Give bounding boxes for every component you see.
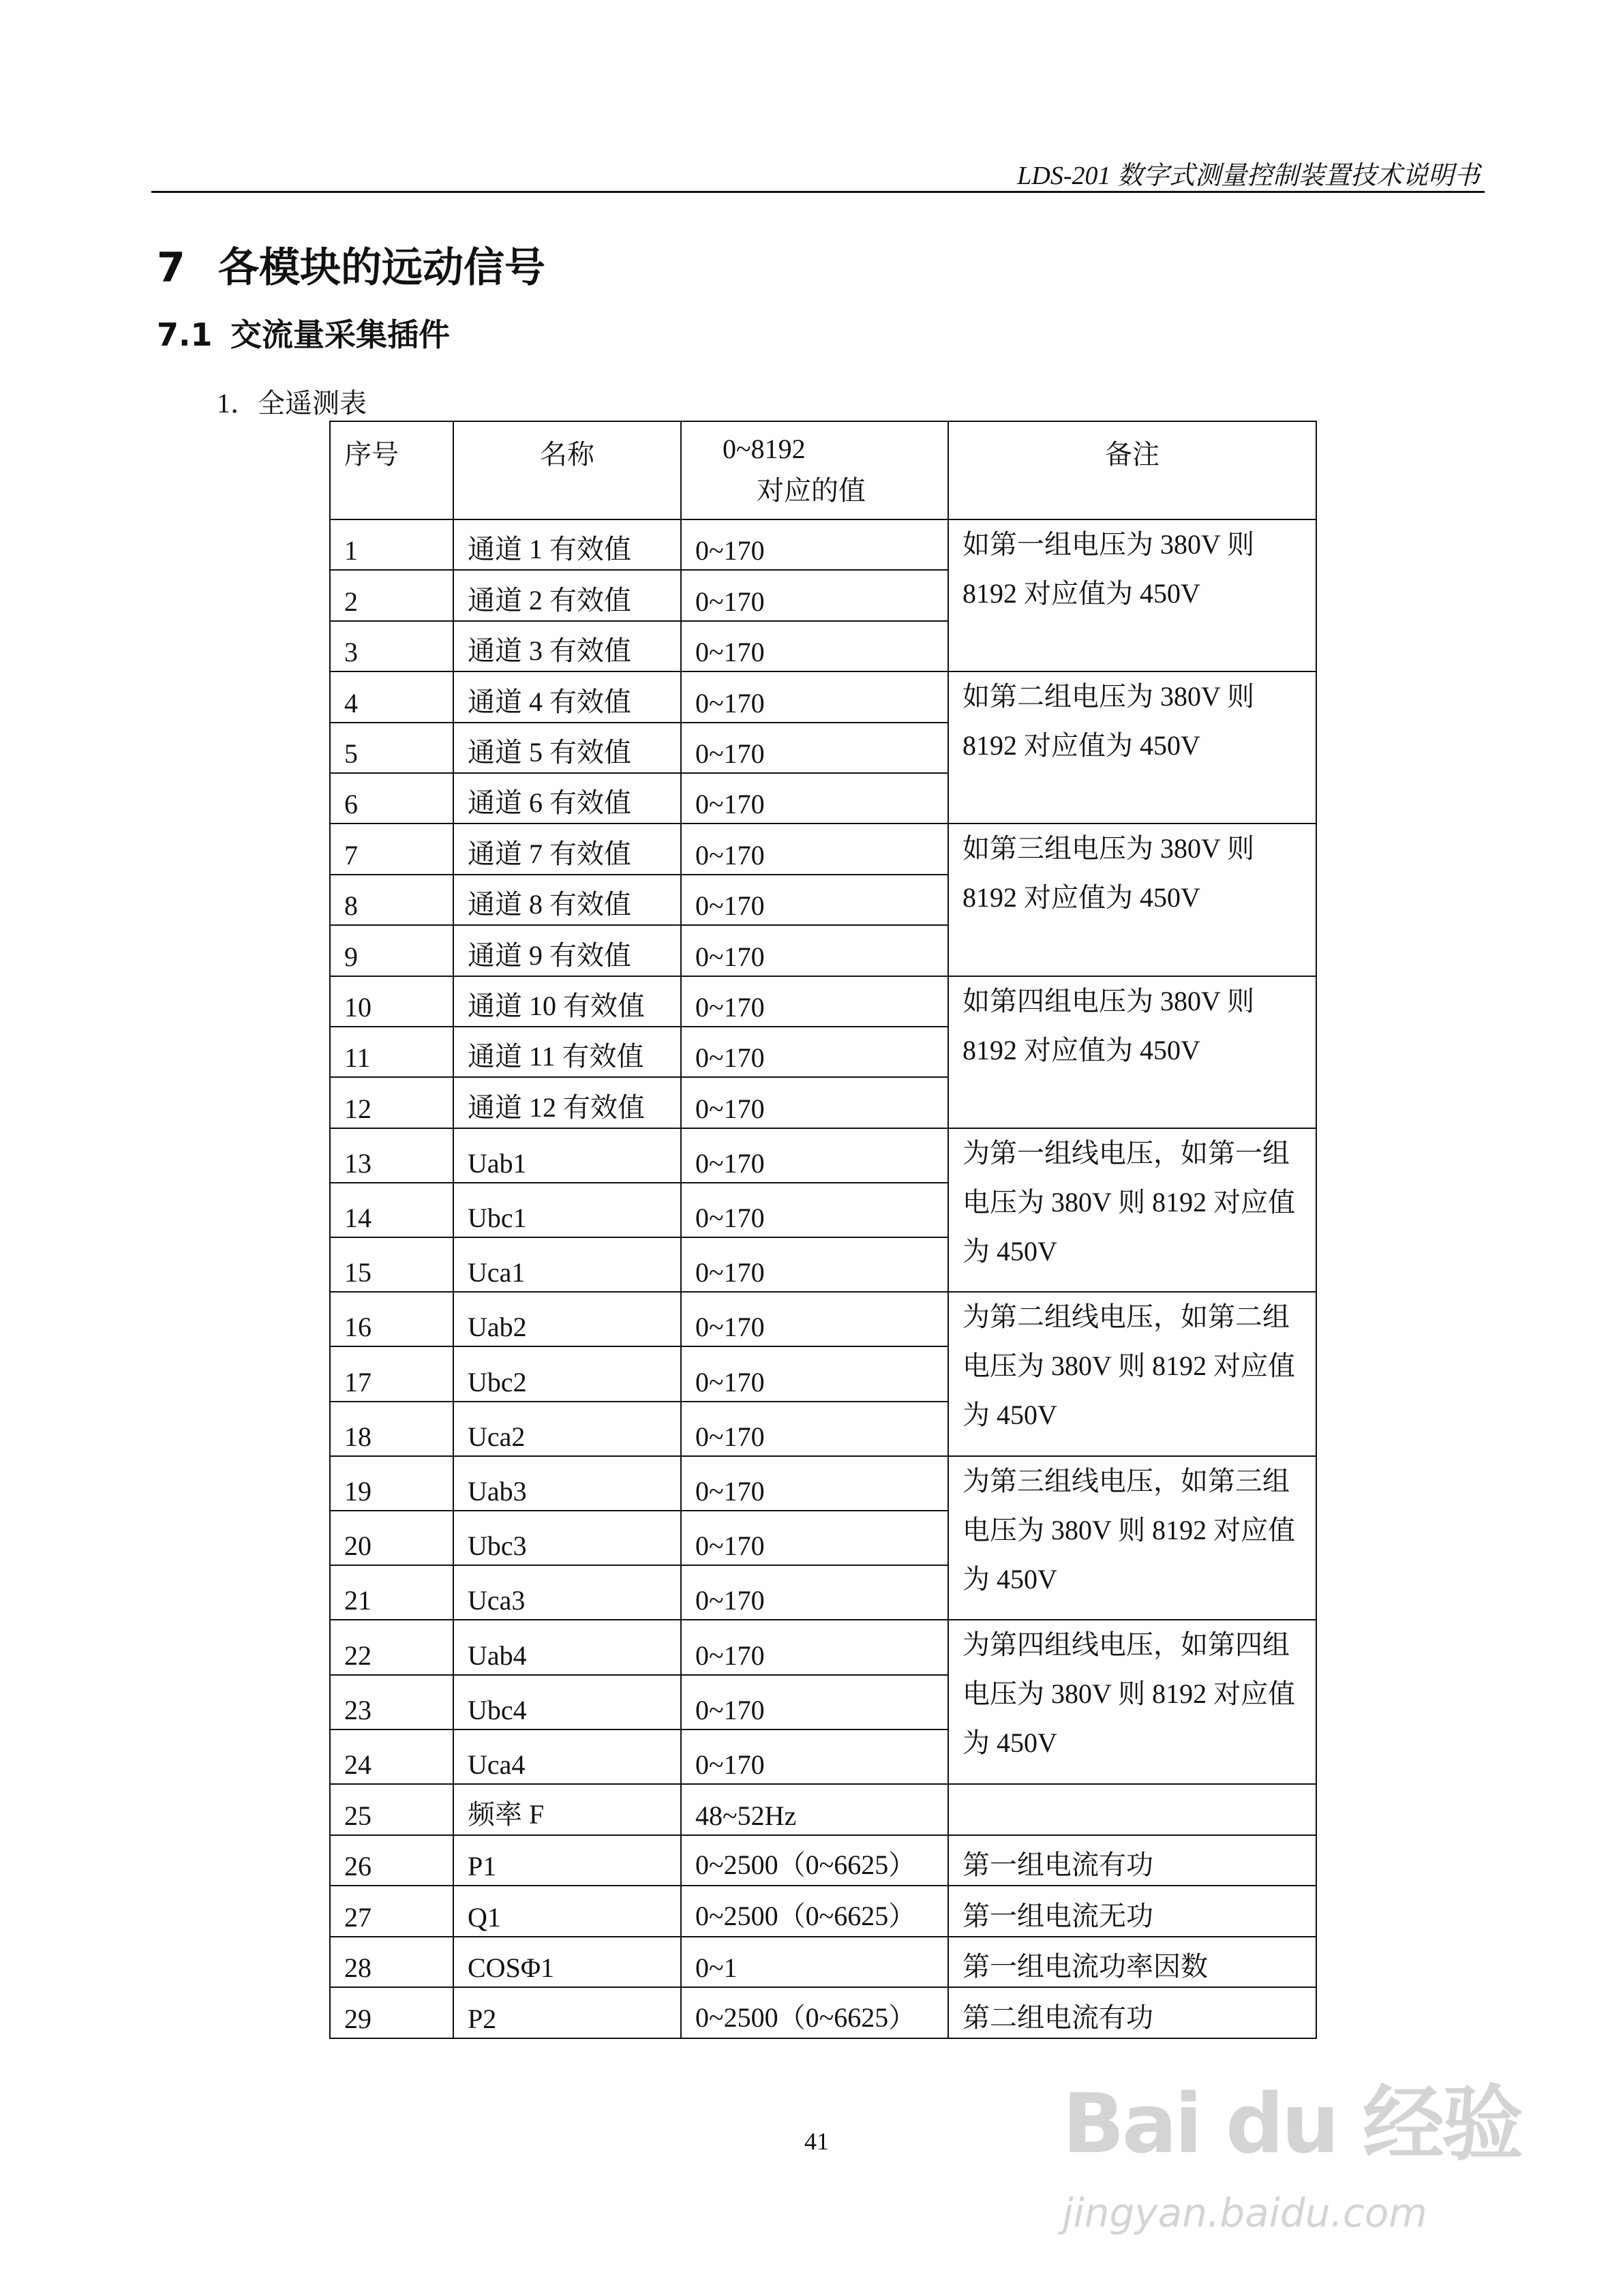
cell-name: Uca2 <box>453 1402 681 1456</box>
cell-range: 0~2500（0~6625） <box>681 1987 948 2038</box>
cell-name: Ubc1 <box>453 1183 681 1237</box>
cell-range: 0~170 <box>681 1456 948 1511</box>
header-range-line1: 0~8192 <box>723 434 806 464</box>
cell-seq: 4 <box>330 671 453 722</box>
cell-name: Ubc2 <box>453 1346 681 1401</box>
cell-name: 通道 9 有效值 <box>453 925 681 976</box>
cell-name: 通道 8 有效值 <box>453 875 681 925</box>
table-row <box>330 824 1316 874</box>
table-caption: 1．全遥测表 <box>217 388 367 419</box>
header-note: 备注 <box>948 421 1316 519</box>
cell-name: 通道 6 有效值 <box>453 773 681 824</box>
cell-seq: 18 <box>330 1402 453 1456</box>
cell-range: 0~170 <box>681 519 948 570</box>
cell-name: 通道 11 有效值 <box>453 1027 681 1077</box>
cell-range: 0~170 <box>681 621 948 671</box>
subsection-title: 交流量采集插件 <box>230 316 450 353</box>
cell-seq: 22 <box>330 1620 453 1674</box>
cell-seq: 6 <box>330 773 453 824</box>
table-row <box>330 1784 1316 1835</box>
telemetry-table <box>329 421 1317 2039</box>
cell-name: 频率 F <box>453 1784 681 1835</box>
watermark <box>1063 2059 1521 2236</box>
cell-range: 0~170 <box>681 773 948 824</box>
cell-seq: 20 <box>330 1511 453 1565</box>
cell-note: 第一组电流有功 <box>948 1835 1316 1886</box>
cell-seq: 26 <box>330 1835 453 1886</box>
cell-group-note: 如第三组电压为 380V 则 8192 对应值为 450V <box>948 824 1316 976</box>
cell-seq: 11 <box>330 1027 453 1077</box>
cell-seq: 28 <box>330 1937 453 1988</box>
cell-seq: 14 <box>330 1183 453 1237</box>
cell-range: 0~2500（0~6625） <box>681 1886 948 1937</box>
cell-seq: 19 <box>330 1456 453 1511</box>
cell-range: 0~170 <box>681 1183 948 1237</box>
cell-name: 通道 2 有效值 <box>453 570 681 620</box>
cell-seq: 7 <box>330 824 453 874</box>
cell-seq: 27 <box>330 1886 453 1937</box>
cell-seq: 12 <box>330 1077 453 1128</box>
cell-range: 0~170 <box>681 1402 948 1456</box>
cell-range: 0~1 <box>681 1937 948 1988</box>
table-row <box>330 1835 1316 1886</box>
cell-note <box>948 1784 1316 1835</box>
cell-range: 0~170 <box>681 1237 948 1292</box>
cell-range: 0~170 <box>681 671 948 722</box>
table-row <box>330 1937 1316 1988</box>
cell-name: COSΦ1 <box>453 1937 681 1988</box>
cell-seq: 16 <box>330 1292 453 1346</box>
header-range-line2: 对应的值 <box>757 475 866 506</box>
cell-range: 48~52Hz <box>681 1784 948 1835</box>
cell-name: 通道 10 有效值 <box>453 976 681 1027</box>
cell-group-note: 如第一组电压为 380V 则 8192 对应值为 450V <box>948 519 1316 671</box>
cell-range: 0~170 <box>681 976 948 1027</box>
cell-range: 0~170 <box>681 875 948 925</box>
cell-name: Uab1 <box>453 1128 681 1183</box>
cell-name: P1 <box>453 1835 681 1886</box>
cell-name: P2 <box>453 1987 681 2038</box>
cell-range: 0~170 <box>681 1346 948 1401</box>
running-header: LDS-201 数字式测量控制装置技术说明书 <box>1017 162 1480 190</box>
table-row <box>330 1292 1316 1346</box>
cell-name: Ubc4 <box>453 1675 681 1729</box>
watermark-url: jingyan.baidu.com <box>1062 2190 1427 2236</box>
table-row <box>330 1886 1316 1937</box>
page-number: 41 <box>804 2128 829 2155</box>
cell-seq: 24 <box>330 1729 453 1784</box>
cell-seq: 8 <box>330 875 453 925</box>
cell-name: 通道 3 有效值 <box>453 621 681 671</box>
cell-range: 0~170 <box>681 1565 948 1620</box>
cell-range: 0~170 <box>681 1027 948 1077</box>
cell-seq: 25 <box>330 1784 453 1835</box>
cell-seq: 23 <box>330 1675 453 1729</box>
subsection-number: 7.1 <box>157 316 213 353</box>
cell-range: 0~170 <box>681 570 948 620</box>
cell-range: 0~170 <box>681 1729 948 1784</box>
header-rule <box>151 191 1485 193</box>
cell-range: 0~170 <box>681 723 948 773</box>
cell-range: 0~170 <box>681 1675 948 1729</box>
cell-seq: 1 <box>330 519 453 570</box>
cell-note: 第一组电流无功 <box>948 1886 1316 1937</box>
cell-seq: 17 <box>330 1346 453 1401</box>
cell-seq: 13 <box>330 1128 453 1183</box>
table-row <box>330 671 1316 722</box>
cell-note: 第一组电流功率因数 <box>948 1937 1316 1988</box>
cell-name: Uab4 <box>453 1620 681 1674</box>
cell-name: Q1 <box>453 1886 681 1937</box>
cell-seq: 9 <box>330 925 453 976</box>
cell-group-note: 如第四组电压为 380V 则 8192 对应值为 450V <box>948 976 1316 1128</box>
cell-name: 通道 1 有效值 <box>453 519 681 570</box>
cell-name: Ubc3 <box>453 1511 681 1565</box>
table-row <box>330 1128 1316 1183</box>
cell-name: 通道 7 有效值 <box>453 824 681 874</box>
cell-name: 通道 12 有效值 <box>453 1077 681 1128</box>
cell-group-note: 为第二组线电压，如第二组电压为 380V 则 8192 对应值为 450V <box>948 1292 1316 1456</box>
table-row <box>330 1987 1316 2038</box>
cell-range: 0~170 <box>681 925 948 976</box>
cell-name: Uca3 <box>453 1565 681 1620</box>
cell-group-note: 为第三组线电压，如第三组电压为 380V 则 8192 对应值为 450V <box>948 1456 1316 1620</box>
cell-seq: 29 <box>330 1987 453 2038</box>
table-row <box>330 1620 1316 1674</box>
header-name: 名称 <box>453 421 681 519</box>
cell-range: 0~2500（0~6625） <box>681 1835 948 1886</box>
cell-seq: 21 <box>330 1565 453 1620</box>
cell-group-note: 为第一组线电压，如第一组电压为 380V 则 8192 对应值为 450V <box>948 1128 1316 1293</box>
header-range <box>681 421 948 519</box>
cell-seq: 2 <box>330 570 453 620</box>
cell-name: 通道 4 有效值 <box>453 671 681 722</box>
cell-name: Uab2 <box>453 1292 681 1346</box>
cell-group-note: 如第二组电压为 380V 则 8192 对应值为 450V <box>948 671 1316 824</box>
cell-name: 通道 5 有效值 <box>453 723 681 773</box>
cell-range: 0~170 <box>681 1077 948 1128</box>
section-number: 7 <box>157 244 185 292</box>
cell-seq: 10 <box>330 976 453 1027</box>
table-body <box>330 519 1316 2038</box>
cell-seq: 15 <box>330 1237 453 1292</box>
cell-range: 0~170 <box>681 824 948 874</box>
section-title: 各模块的远动信号 <box>218 244 545 292</box>
cell-seq: 3 <box>330 621 453 671</box>
cell-range: 0~170 <box>681 1128 948 1183</box>
cell-name: Uca4 <box>453 1729 681 1784</box>
cell-group-note: 为第四组线电压，如第四组电压为 380V 则 8192 对应值为 450V <box>948 1620 1316 1784</box>
subsection-heading <box>157 310 450 355</box>
cell-seq: 5 <box>330 723 453 773</box>
cell-range: 0~170 <box>681 1620 948 1674</box>
cell-name: Uca1 <box>453 1237 681 1292</box>
cell-range: 0~170 <box>681 1511 948 1565</box>
cell-name: Uab3 <box>453 1456 681 1511</box>
cell-note: 第二组电流有功 <box>948 1987 1316 2038</box>
cell-range: 0~170 <box>681 1292 948 1346</box>
table-row <box>330 976 1316 1027</box>
table-row <box>330 519 1316 570</box>
header-seq: 序号 <box>330 421 453 519</box>
table-row <box>330 1456 1316 1511</box>
watermark-logo: Bai du 经验 <box>1062 2077 1521 2172</box>
section-heading <box>157 235 545 294</box>
